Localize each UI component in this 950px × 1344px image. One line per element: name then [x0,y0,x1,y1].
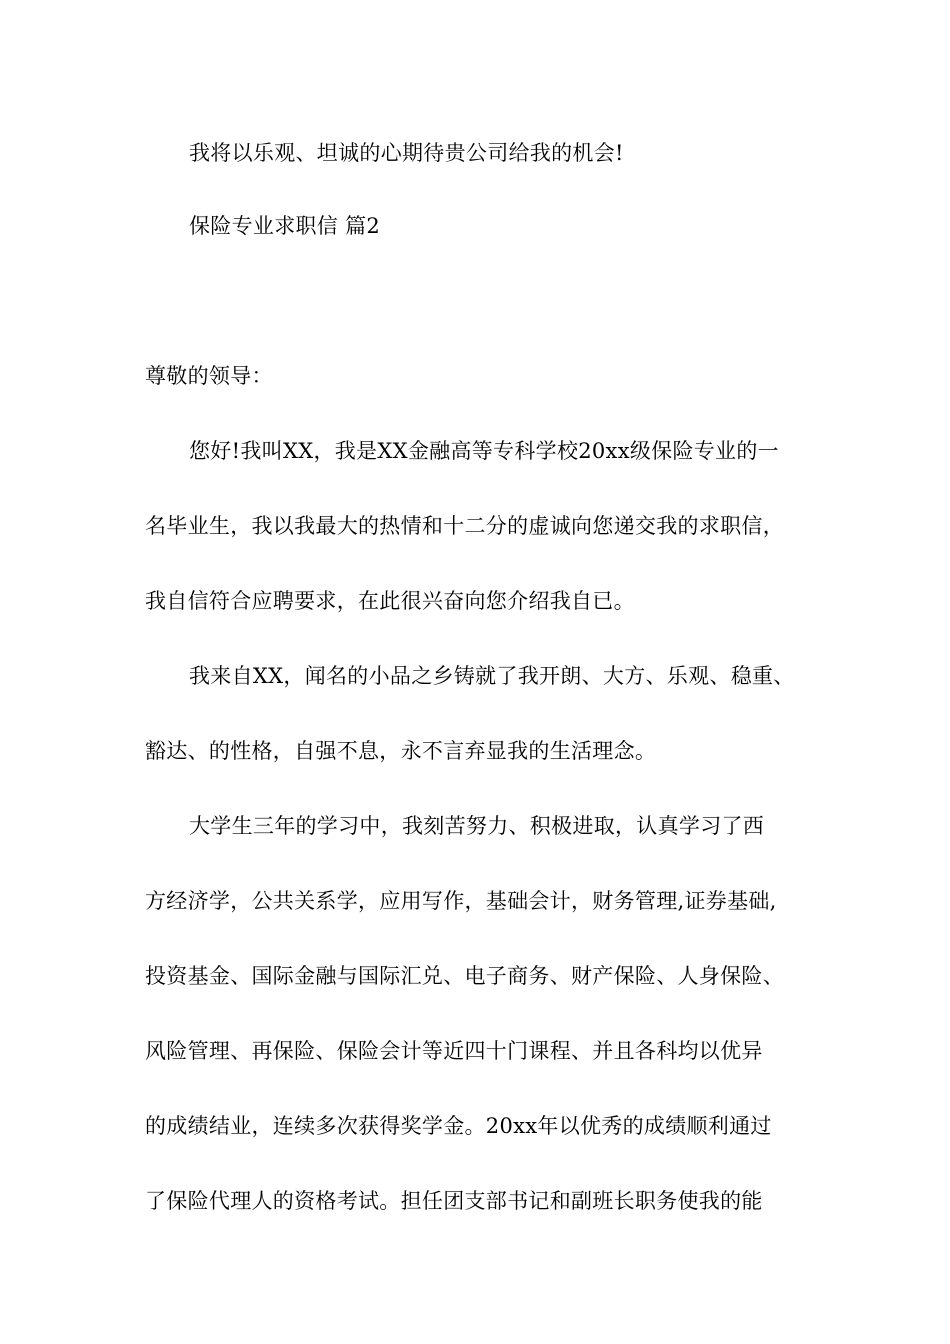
paragraph-line: 了保险代理人的资格考试。担任团支部书记和副班长职务使我的能 [145,1189,763,1213]
paragraph-line: 的成绩结业，连续多次获得奖学金。20xx年以优秀的成绩顺利通过 [145,1114,772,1138]
paragraph-line: 风险管理、再保险、保险会计等近四十门课程、并且各科均以优异 [145,1039,763,1063]
salutation: 尊敬的领导： [145,364,273,388]
paragraph-line: 名毕业生，我以我最大的热情和十二分的虚诚向您递交我的求职信， [145,514,784,538]
section-title: 保险专业求职信 篇2 [189,214,381,238]
paragraph-line: 豁达、的性格，自强不息，永不言弃显我的生活理念。 [145,739,657,763]
paragraph-line: 方经济学，公共关系学，应用写作，基础会计，财务管理,证券基础, [145,889,777,913]
paragraph-line: 我自信符合应聘要求，在此很兴奋向您介绍我自已。 [145,589,635,613]
paragraph-line: 大学生三年的学习中，我刻苦努力、积极进取，认真学习了西 [189,814,765,838]
closing-line: 我将以乐观、坦诚的心期待贵公司给我的机会! [189,141,624,165]
paragraph-line: 我来自XX，闻名的小品之乡铸就了我开朗、大方、乐观、稳重、 [189,664,795,688]
paragraph-line: 您好!我叫XX，我是XX金融高等专科学校20xx级保险专业的一 [189,439,779,463]
paragraph-line: 投资基金、国际金融与国际汇兑、电子商务、财产保险、人身保险、 [145,964,784,988]
